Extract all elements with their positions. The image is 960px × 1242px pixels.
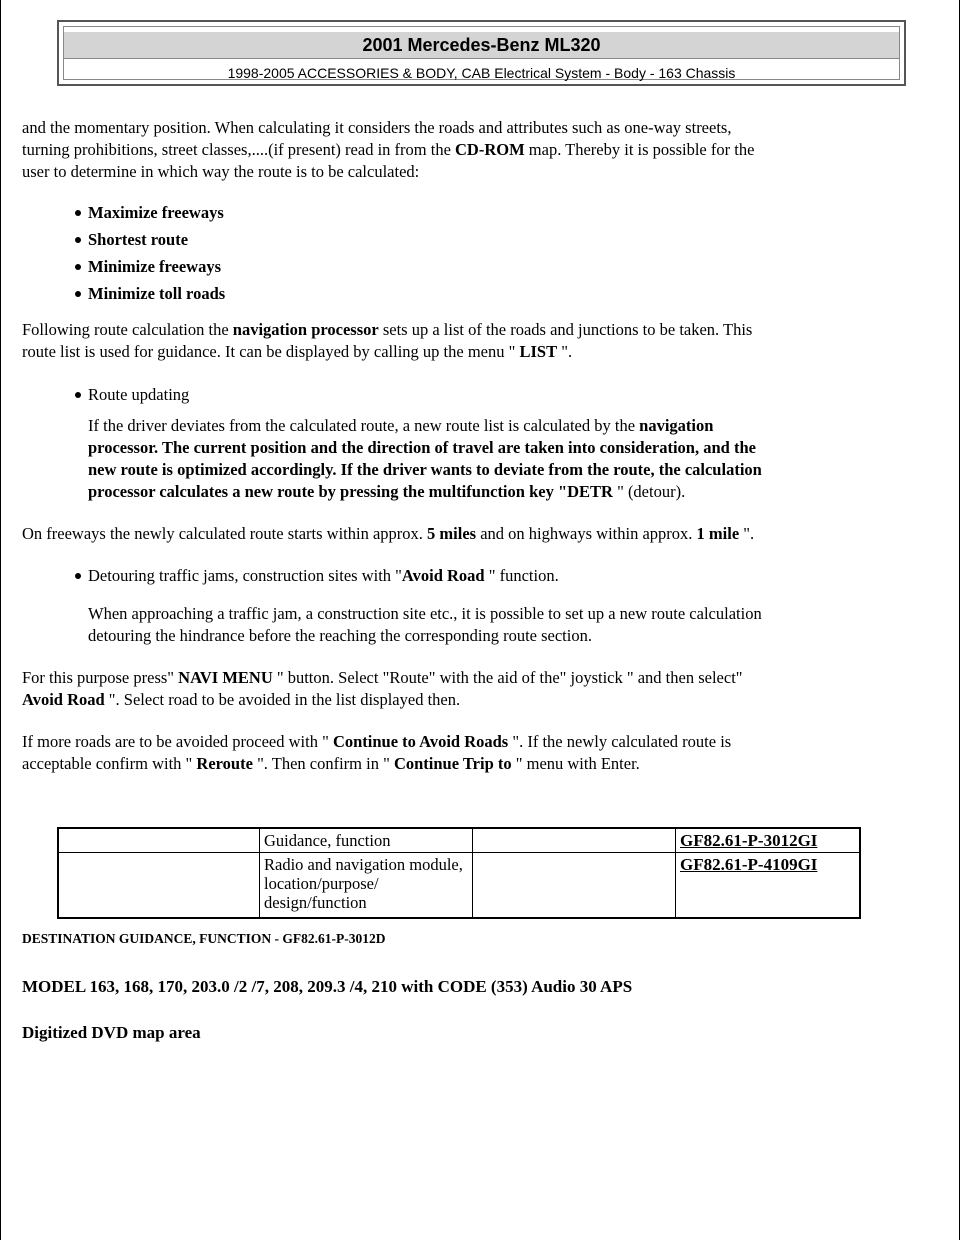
document-body: [22, 117, 912, 775]
purpose-text-2: " button. Select "Route" with the aid of the" joystick " and then select": [272, 668, 743, 687]
header-subtitle: 1998-2005 ACCESSORIES & BODY, CAB Electrical System - Body - 163 Chassis: [227, 65, 736, 81]
intro-line-2: turning prohibitions, street classes,....(if present) read in from the: [22, 140, 456, 159]
table-row: [58, 828, 860, 853]
route-updating-bold-1: navigation: [639, 416, 714, 435]
table-cell: [676, 853, 861, 919]
detouring-line-2: detouring the hindrance before the reaching the corresponding route section.: [88, 626, 592, 645]
following-text-2-end: ".: [557, 342, 573, 361]
table-cell: Radio and navigation module, location/purpose/ design/function: [260, 853, 473, 919]
more-roads-text-4: ". Then confirm in ": [252, 754, 394, 773]
avoid-road-term: Avoid Road: [401, 566, 485, 585]
radio-navigation-link[interactable]: GF82.61-P-4109GI: [680, 855, 818, 874]
following-text-1: Following route calculation the: [22, 320, 233, 339]
table-cell: [473, 828, 676, 853]
freeways-paragraph: [22, 523, 912, 545]
freeways-text-2: and on highways within approx.: [476, 524, 697, 543]
dvd-map-heading: Digitized DVD map area: [22, 1023, 201, 1042]
section-heading: DESTINATION GUIDANCE, FUNCTION - GF82.61-P-3012D: [22, 931, 386, 946]
one-mile-term: 1 mile: [696, 524, 740, 543]
route-updating-text-4-end: " (detour).: [612, 482, 686, 501]
model-line: MODEL 163, 168, 170, 203.0 /2 /7, 208, 209.3 /4, 210 with CODE (353) Audio 30 APS: [22, 977, 633, 996]
detouring-paragraph: [22, 603, 912, 647]
table-cell: [58, 828, 260, 853]
reroute-term: Reroute: [196, 754, 253, 773]
table-row: [58, 853, 860, 919]
reference-table: [57, 827, 861, 919]
list-term: LIST: [519, 342, 558, 361]
more-roads-paragraph: [22, 731, 912, 775]
more-roads-text-5: " menu with Enter.: [511, 754, 640, 773]
cd-rom-term: CD-ROM: [455, 140, 525, 159]
intro-line-2-end: map. Thereby it is possible for the: [524, 140, 755, 159]
intro-paragraph: [22, 117, 912, 183]
route-updating-paragraph: [22, 415, 912, 503]
header-frame: [63, 26, 900, 80]
route-updating-heading: Route updating: [22, 384, 912, 406]
purpose-text-1: For this purpose press": [22, 668, 179, 687]
continue-avoid-roads-term: Continue to Avoid Roads: [332, 732, 509, 751]
list-item: Minimize freeways: [22, 256, 912, 283]
route-updating-bold-4: processor calculates a new route by pressing the multifunction key "DETR: [88, 482, 613, 501]
detouring-heading: [22, 565, 912, 587]
intro-line-1: and the momentary position. When calculating it considers the roads and attributes such as one-way streets,: [22, 118, 732, 137]
more-roads-text-2: ". If the newly calculated route is: [508, 732, 732, 751]
route-updating-bold-3: new route is optimized accordingly. If the driver wants to deviate from the route, the calculation: [88, 460, 762, 479]
route-updating-bold-2: processor. The current position and the direction of travel are taken into consideration, and the: [88, 438, 756, 457]
list-item: Maximize freeways: [22, 202, 912, 229]
detouring-text-2: " function.: [484, 566, 559, 585]
list-item: Minimize toll roads: [22, 283, 912, 310]
following-text-1-end: sets up a list of the roads and junctions to be taken. This: [378, 320, 753, 339]
detouring-text-1: Detouring traffic jams, construction sites with ": [88, 566, 402, 585]
guidance-function-link[interactable]: GF82.61-P-3012GI: [680, 831, 818, 850]
navigation-processor-term: navigation processor: [232, 320, 379, 339]
purpose-paragraph: [22, 667, 912, 711]
freeways-text-3: ".: [739, 524, 755, 543]
following-text-2: route list is used for guidance. It can be displayed by calling up the menu ": [22, 342, 520, 361]
table-cell: [58, 853, 260, 919]
route-updating-text-1: If the driver deviates from the calculated route, a new route list is calculated by the: [88, 416, 640, 435]
intro-line-3: user to determine in which way the route is to be calculated:: [22, 162, 420, 181]
header-title: 2001 Mercedes-Benz ML320: [64, 32, 899, 59]
list-item: Shortest route: [22, 229, 912, 256]
five-miles-term: 5 miles: [427, 524, 477, 543]
purpose-text-3: ". Select road to be avoided in the list displayed then.: [104, 690, 461, 709]
table-cell: [676, 828, 861, 853]
page-header: [57, 20, 906, 86]
more-roads-text-3: acceptable confirm with ": [22, 754, 197, 773]
more-roads-text-1: If more roads are to be avoided proceed with ": [22, 732, 333, 751]
table-cell: [473, 853, 676, 919]
continue-trip-term: Continue Trip to: [393, 754, 512, 773]
route-options-list: [22, 202, 912, 310]
freeways-text-1: On freeways the newly calculated route starts within approx.: [22, 524, 428, 543]
avoid-road-term-2: Avoid Road: [22, 690, 105, 709]
detouring-line-1: When approaching a traffic jam, a construction site etc., it is possible to set up a new route calculation: [88, 604, 762, 623]
table-cell: Guidance, function: [260, 828, 473, 853]
navi-menu-term: NAVI MENU: [178, 668, 273, 687]
following-paragraph: [22, 319, 912, 363]
